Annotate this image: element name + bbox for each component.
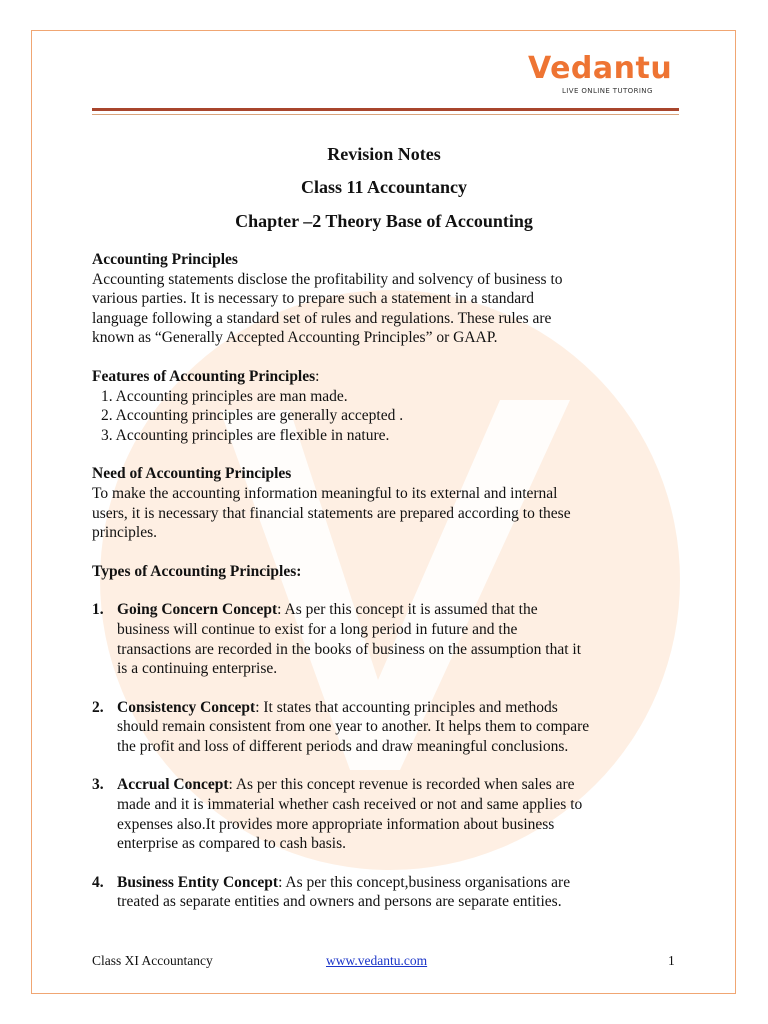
- concept-name: Going Concern Concept: [117, 601, 278, 619]
- concept-line: expenses also.It provides more appropriate information about business: [117, 815, 555, 833]
- concept-consistency: 2. Consistency Concept: It states that accounting principles and methods should remain consistent from one year to another. It helps them to compare the profit and loss of different periods and draw meaningful conclusions.: [92, 698, 682, 757]
- principles-gaap-line: known as “Generally Accepted Accounting Principles” or GAAP.: [92, 329, 498, 347]
- principles-heading: Accounting Principles: [92, 251, 238, 268]
- feature-item: 1. Accounting principles are man made.: [101, 387, 348, 405]
- feature-item: 2. Accounting principles are generally accepted .: [101, 407, 404, 425]
- concept-name: Accrual Concept: [117, 776, 229, 794]
- page-number: 1: [668, 953, 675, 968]
- footer-website-link[interactable]: www.vedantu.com: [326, 953, 428, 968]
- concept-line: should remain consistent from one year to another. It helps them to compare: [117, 718, 590, 736]
- concept-line: treated as separate entities and owners and persons are separate entities.: [117, 893, 562, 911]
- types-heading: Types of Accounting Principles:: [92, 562, 302, 580]
- footer-class-label: Class XI Accountancy: [92, 953, 213, 968]
- concept-name: Business Entity Concept: [117, 873, 279, 891]
- footer-link-wrap: [326, 953, 427, 969]
- concept-line: business will continue to exist for a long period in future and the: [117, 620, 518, 638]
- features-heading: Features of Accounting Principles:: [92, 367, 320, 385]
- concept-line: transactions are recorded in the books of business on the assumption that it: [117, 640, 582, 658]
- principles-line: various parties. It is necessary to prepare such a statement in a standard: [92, 290, 535, 308]
- page-title: Revision Notes: [327, 144, 441, 164]
- concept-business-entity: 4. Business Entity Concept: As per this concept,business organisations are treated as separate entities and owners and persons are separate entities.: [92, 873, 682, 912]
- header-rule: [92, 108, 679, 111]
- need-heading: Need of Accounting Principles: [92, 465, 292, 483]
- logo-tagline: LIVE ONLINE TUTORING: [562, 87, 653, 95]
- chapter-title: Chapter –2 Theory Base of Accounting: [235, 211, 533, 231]
- concept-number: 2.: [92, 698, 104, 716]
- logo-wordmark: Vedantu: [528, 51, 673, 86]
- gaap-text: known as “Generally Accepted Accounting Principles” or GAAP: [92, 329, 494, 347]
- header-rule-thin: [92, 114, 679, 115]
- concept-accrual: 3. Accrual Concept: As per this concept revenue is recorded when sales are made and it is immaterial whether cash received or not and same applies to expenses also.It provides more appropriate information about business enterprise as compared to cash basis.: [92, 775, 682, 853]
- concept-number: 4.: [92, 873, 104, 891]
- concept-line: made and it is immaterial whether cash received or not and same applies to: [117, 796, 583, 814]
- concept-line: enterprise as compared to cash basis.: [117, 835, 346, 853]
- concept-line: the profit and loss of different periods and draw meaningful conclusions.: [117, 737, 569, 755]
- need-line: principles.: [92, 524, 157, 542]
- class-subtitle: Class 11 Accountancy: [300, 177, 468, 197]
- concept-line: is a continuing enterprise.: [117, 660, 278, 678]
- notes-body: [92, 250, 682, 912]
- concept-name: Consistency Concept: [117, 698, 256, 716]
- concept-number: 1.: [92, 601, 104, 619]
- principles-line: Accounting statements disclose the profitability and solvency of business to: [92, 270, 563, 288]
- concept-number: 3.: [92, 776, 104, 794]
- need-line: users, it is necessary that financial statements are prepared according to these: [92, 504, 571, 522]
- feature-item: 3. Accounting principles are flexible in nature.: [101, 426, 390, 444]
- principles-line: language following a standard set of rules and regulations. These rules are: [92, 309, 552, 327]
- need-line: To make the accounting information meaningful to its external and internal: [92, 484, 558, 502]
- concept-going-concern: 1. Going Concern Concept: As per this concept it is assumed that the business will continue to exist for a long period in future and the transactions are recorded in the books of business on the assumption that it is a continuing enterprise.: [92, 600, 682, 678]
- vedantu-logo: [528, 52, 678, 100]
